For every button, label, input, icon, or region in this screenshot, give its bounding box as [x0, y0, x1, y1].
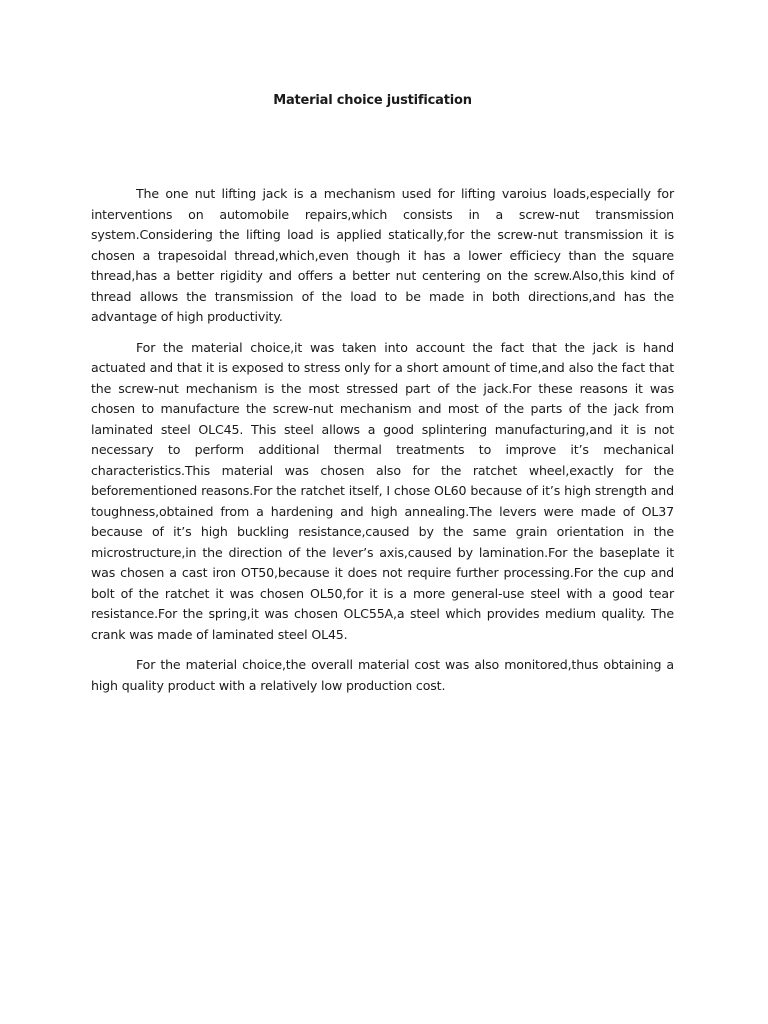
document-body [91, 184, 674, 706]
paragraph-material-choice: For the material choice,it was taken into account the fact that the jack is hand actuated and that it is exposed to stress only for a short amount of time,and also the fact that the screw-nut mechanism is the most stressed part of the jack.For these reasons it was chosen to manufacture the screw-nut mechanism and most of the parts of the jack from laminated steel OLC45. This steel allows a good splintering manufacturing,and it is not necessary to perform additional thermal treatments to improve it’s mechanical characteristics.This material was chosen also for the ratchet wheel,exactly for the beforementioned reasons.For the ratchet itself, I chose OL60 because of it’s high strength and toughness,obtained from a hardening and high annealing.The levers were made of OL37 because of it’s high buckling resistance,caused by the same grain orientation in the microstructure,in the direction of the lever’s axis,caused by lamination.For the baseplate it was chosen a cast iron OT50,because it does not require further processing.For the cup and bolt of the ratchet it was chosen OL50,for it is a more general-use steel with a good tear resistance.For the spring,it was chosen OLC55A,a steel which provides medium quality. The crank was made of laminated steel OL45. [91, 339, 674, 642]
document-title: Material choice justification [273, 93, 472, 108]
paragraph-cost: For the material choice,the overall material cost was also monitored,thus obtaining a high quality product with a relatively low production cost. [91, 657, 674, 693]
paragraph-intro: The one nut lifting jack is a mechanism used for lifting varoius loads,especially for interventions on automobile repairs,which consists in a screw-nut transmission system.Considering the lifting load is applied statically,for the screw-nut transmission it is chosen a trapesoidal thread,which,even though it has a lower efficiecy than the square thread,has a better rigidity and offers a better nut centering on the screw.Also,this kind of thread allows the transmission of the load to be made in both directions,and has the advantage of high productivity. [91, 186, 674, 324]
